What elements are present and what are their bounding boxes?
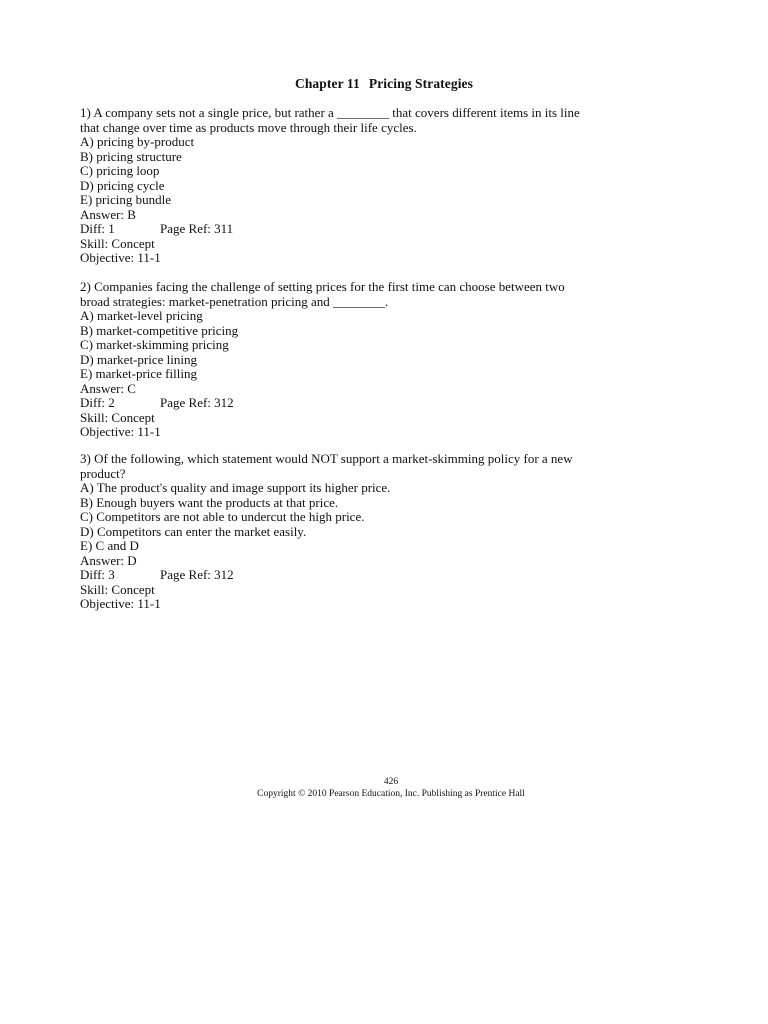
chapter-topic: Pricing Strategies <box>368 76 474 91</box>
skill: Skill: Concept <box>80 235 155 251</box>
answer-option: D) pricing cycle <box>80 177 165 193</box>
answer-option: E) C and D <box>80 538 139 553</box>
difficulty-row <box>80 396 610 411</box>
answer-option: C) market-skimming pricing <box>80 337 229 352</box>
answer-option: A) market-level pricing <box>80 308 203 323</box>
question-stem-line: 1) A company sets not a single price, but rather a ________ that covers different items in its line <box>80 105 580 120</box>
answer-option: E) market-price filling <box>80 366 197 381</box>
answer-option: A) pricing by-product <box>80 134 195 149</box>
answer-option: E) pricing bundle <box>80 192 171 207</box>
answer-option: D) market-price lining <box>80 351 197 367</box>
objective: Objective: 11-1 <box>80 596 161 611</box>
answer-option: C) pricing loop <box>80 163 160 178</box>
answer-key: Answer: C <box>80 380 136 396</box>
answer-option: B) market-competitive pricing <box>80 322 239 338</box>
page-ref: Page Ref: 311 <box>160 221 234 236</box>
question-stem-line: broad strategies: market-penetration pricing and ________. <box>80 293 389 309</box>
page-number: 426 <box>383 777 399 787</box>
objective: Objective: 11-1 <box>80 424 161 439</box>
question-stem-line: that change over time as products move through their life cycles. <box>80 119 417 135</box>
copyright-notice: Copyright © 2010 Pearson Education, Inc. Publishing as Prentice Hall <box>257 789 525 799</box>
difficulty: Diff: 2 <box>80 395 115 410</box>
question-stem-line: product? <box>80 465 126 481</box>
answer-key: Answer: B <box>80 206 136 222</box>
answer-option: B) pricing structure <box>80 148 182 164</box>
difficulty-row <box>80 222 610 237</box>
page-footer <box>0 776 768 800</box>
difficulty: Diff: 1 <box>80 221 115 236</box>
question-1 <box>80 106 610 266</box>
difficulty: Diff: 3 <box>80 567 115 582</box>
answer-option: C) Competitors are not able to undercut the high price. <box>80 509 365 524</box>
answer-key: Answer: D <box>80 552 137 568</box>
answer-option: B) Enough buyers want the products at that price. <box>80 494 339 510</box>
difficulty-row <box>80 568 610 583</box>
page-title <box>0 76 768 92</box>
question-stem-line: 3) Of the following, which statement would NOT support a market-skimming policy for a new <box>80 451 573 466</box>
question-stem-line: 2) Companies facing the challenge of setting prices for the first time can choose between two <box>80 279 565 294</box>
objective: Objective: 11-1 <box>80 250 161 265</box>
page-ref: Page Ref: 312 <box>160 395 234 410</box>
answer-option: D) Competitors can enter the market easily. <box>80 523 307 539</box>
answer-option: A) The product's quality and image support its higher price. <box>80 480 391 495</box>
question-3 <box>80 452 610 612</box>
chapter-label: Chapter 11 <box>294 76 360 91</box>
question-2 <box>80 280 610 440</box>
skill: Skill: Concept <box>80 581 155 597</box>
skill: Skill: Concept <box>80 409 155 425</box>
page-ref: Page Ref: 312 <box>160 567 234 582</box>
